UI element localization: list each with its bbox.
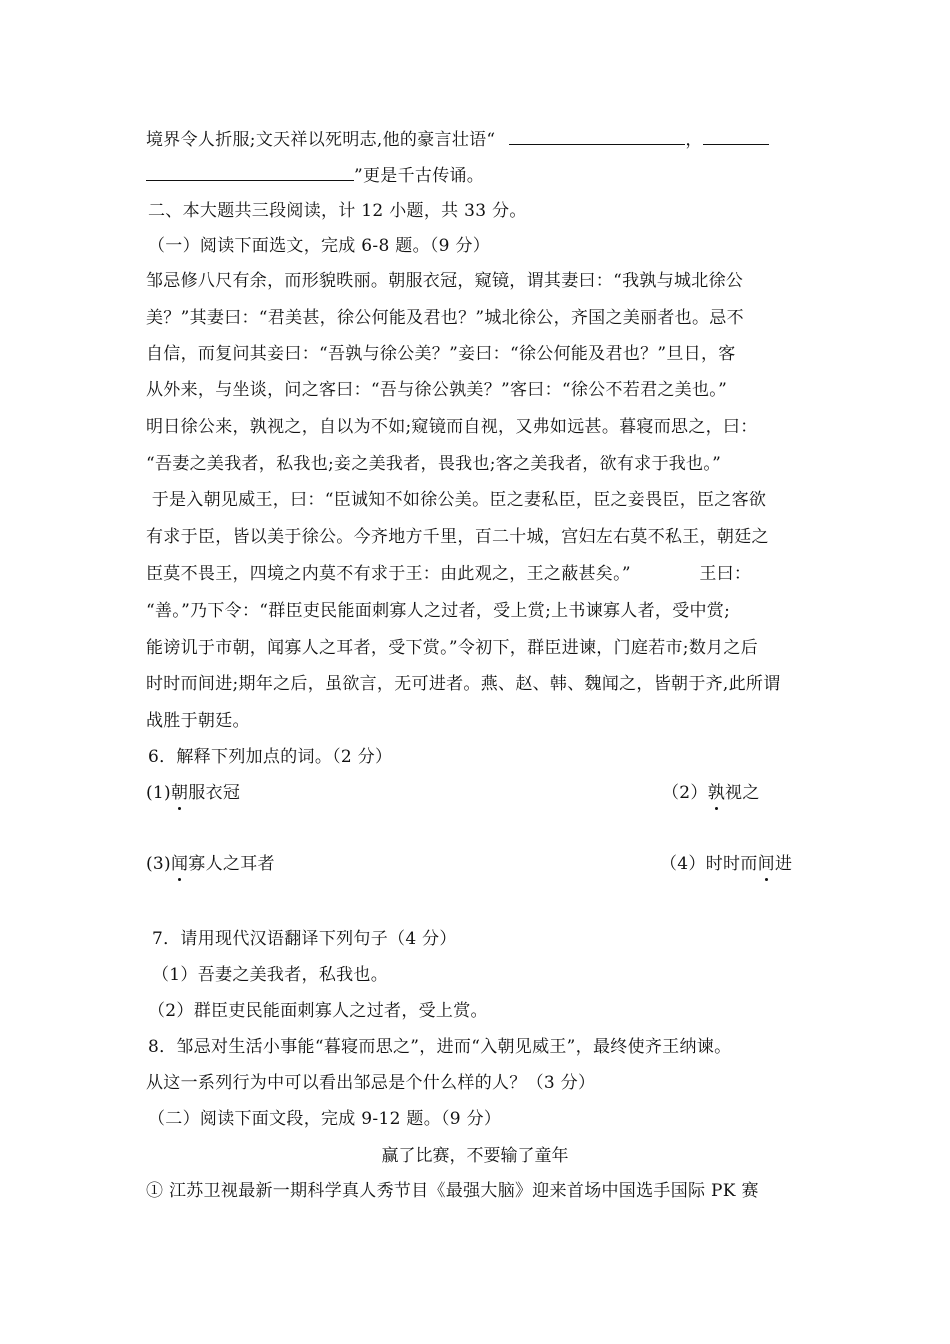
passage-line-11: 能谤讥于市朝，闻寡人之耳者，受下赏。”令初下，群臣进谏，门庭若市;数月之后 xyxy=(146,638,759,658)
passage-line-9: 臣莫不畏王，四境之内莫不有求于王：由此观之，王之蔽甚矣。” 王曰： xyxy=(146,564,752,584)
passage-line-4: 从外来，与坐谈，问之客曰：“吾与徐公孰美？”客曰：“徐公不若君之美也。” xyxy=(146,380,728,400)
answer-blank-2a[interactable] xyxy=(703,126,769,145)
part1-heading: （一）阅读下面选文，完成 6-8 题。（9 分） xyxy=(148,236,491,256)
passage-line-10: “善。”乃下令：“群臣吏民能面刺寡人之过者，受上赏;上书谏寡人者，受中赏; xyxy=(146,601,731,621)
answer-blank-2b[interactable] xyxy=(146,162,354,181)
article-paragraph-1: ① 江苏卫视最新一期科学真人秀节目《最强大脑》迎来首场中国选手国际 PK 赛 xyxy=(146,1181,759,1201)
q6-item-1: (1)朝服衣冠 xyxy=(146,783,241,803)
q6-heading: 6．解释下列加点的词。（2 分） xyxy=(148,747,393,767)
article-title: 赢了比赛，不要输了童年 xyxy=(381,1146,569,1166)
q7-heading: 7．请用现代汉语翻译下列句子（4 分） xyxy=(152,929,457,949)
passage-line-13: 战胜于朝廷。 xyxy=(146,711,250,731)
passage-line-12: 时时而间进;期年之后，虽欲言，无可进者。燕、赵、韩、魏闻之，皆朝于齐,此所谓 xyxy=(146,674,781,694)
passage-line-8: 有求于臣，皆以美于徐公。今齐地方千里，百二十城，宫妇左右莫不私王，朝廷之 xyxy=(146,527,769,547)
passage-line-5: 明日徐公来，孰视之，自以为不如;窥镜而自视，又弗如远甚。暮寝而思之，曰： xyxy=(146,417,758,437)
dotted-word: 朝 xyxy=(170,783,189,803)
q6-item-4: （4）时时而间进 xyxy=(660,854,793,874)
q7-sentence-2: （2）群臣吏民能面刺寡人之过者，受上赏。 xyxy=(148,1001,488,1021)
section2-heading: 二、本大题共三段阅读，计 12 小题，共 33 分。 xyxy=(148,201,527,221)
q6-item-3: (3)闻寡人之耳者 xyxy=(146,854,275,874)
passage-line-2: 美？”其妻曰：“君美甚，徐公何能及君也？”城北徐公，齐国之美丽者也。忌不 xyxy=(146,308,744,328)
passage-line-7: 于是入朝见威王，曰：“臣诚知不如徐公美。臣之妻私臣，臣之妾畏臣，臣之客欲 xyxy=(146,490,767,510)
passage-line-1: 邹忌修八尺有余，而形貌昳丽。朝服衣冠，窥镜，谓其妻曰：“我孰与城北徐公 xyxy=(146,271,744,291)
dotted-word: 孰 xyxy=(707,783,726,803)
q7-sentence-1: （1）吾妻之美我者，私我也。 xyxy=(152,965,389,985)
answer-blank-1[interactable] xyxy=(509,126,685,145)
intro-line-1: 境界令人折服;文天祥以死明志,他的豪言壮语“ ， xyxy=(146,126,769,152)
dotted-word: 间 xyxy=(757,854,775,874)
q8-line-1: 8．邹忌对生活小事能“暮寝而思之”，进而“入朝见威王”，最终使齐王纳谏。 xyxy=(148,1037,732,1057)
part2-heading: （二）阅读下面文段，完成 9-12 题。（9 分） xyxy=(148,1109,502,1129)
passage-line-3: 自信，而复问其妾曰：“吾孰与徐公美？”妾曰：“徐公何能及君也？”旦日，客 xyxy=(146,344,736,364)
q6-item-2: （2）孰视之 xyxy=(662,783,760,803)
intro-line-2: ”更是千古传诵。 xyxy=(146,162,484,188)
q8-line-2: 从这一系列行为中可以看出邹忌是个什么样的人？（3 分） xyxy=(146,1073,596,1093)
passage-line-6: “吾妻之美我者，私我也;妾之美我者，畏我也;客之美我者，欲有求于我也。” xyxy=(146,454,722,474)
dotted-word: 闻 xyxy=(170,854,189,874)
